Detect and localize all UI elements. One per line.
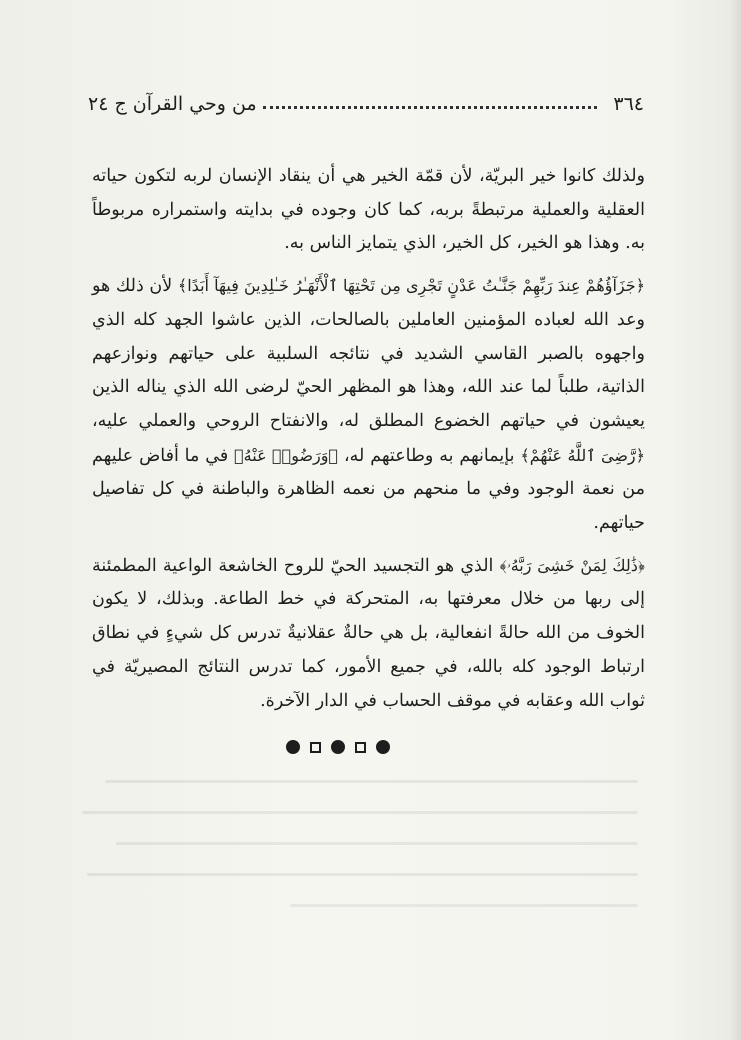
paragraph-text: لأن ذلك هو وعد الله لعباده المؤمنين العاملين بالصالحات، الذين عاشوا الجهد كله الذي واجهوه بالصبر القاسي الشديد في نتائجه السلبية على حياتهم ونوازعهم الذاتية، طلباً لما عند الله، وهذا هو المظهر الحيّ لرضى الله الذي يناله الذين يعيشون في حياتهم الخضوع المطلق له، والانفتاح الروحي والعملي عليه، (92, 276, 645, 431)
quran-quote: ﴿جَزَآؤُهُمْ عِندَ رَبِّهِمْ جَنَّـٰتُ عَدْنٍ تَجْرِى مِن تَحْتِهَا ٱلْأَنْهَـٰرُ خَـٰلِدِينَ فِيهَآ أَبَدًا﴾ (177, 276, 645, 296)
ornament-square-icon (355, 742, 366, 753)
running-title: من وحي القرآن ج ٢٤ (88, 93, 257, 115)
page-edge-shadow (729, 0, 741, 1040)
paragraph-text: بإيمانهم به وطاعتهم له، (338, 445, 521, 466)
body-text (92, 160, 645, 718)
quran-quote: ﴿وَرَضُوا۟ عَنْهُ﴾ (234, 445, 339, 465)
paragraph-text: الذي هو التجسيد الحيّ للروح الخاشعة الواعية المطمئنة إلى ربها من خلال معرفتها به، المتحركة في خط الطاعة. وبذلك، لا يكون الخوف من الله حالةً انفعالية، بل هي حالةٌ عقلانيةٌ تدرس كل شيءٍ في نطاق ارتباط الوجود كله بالله، في جميع الأمور، كما تدرس النتائج المصيريّة في ثواب الله وعقابه في موقف الحساب في الدار الآخرة. (92, 555, 645, 711)
paragraph-text: في ما أفاض عليهم من نعمة الوجود وفي ما منحهم من نعمه الظاهرة والباطنة في كل تفاصيل حياتهم. (92, 445, 645, 534)
page-header (88, 88, 644, 120)
section-ornament (286, 738, 390, 756)
paragraph-2 (92, 269, 645, 541)
paragraph-text: ولذلك كانوا خير البريّة، لأن قمّة الخير هي أن ينقاد الإنسان لربه لتكون حياته العقلية والعملية مرتبطةً بربه، كما كان وجوده في بدايته واستمراره مربوطاً به. وهذا هو الخير، كل الخير، الذي يتمايز الناس به. (92, 166, 645, 254)
ornament-dot-icon (286, 740, 300, 754)
paragraph-1 (92, 160, 645, 261)
ornament-square-icon (310, 742, 321, 753)
quran-quote: ﴿رَّضِىَ ٱللَّهُ عَنْهُمْ﴾ (520, 445, 646, 465)
show-through-texture (70, 780, 650, 980)
ornament-dot-icon (331, 740, 345, 754)
quran-quote: ﴿ذَٰلِكَ لِمَنْ خَشِىَ رَبَّهُۥ﴾ (499, 555, 646, 575)
paragraph-3 (92, 549, 645, 719)
header-dot-leader (263, 106, 598, 109)
page-number: ٣٦٤ (613, 93, 644, 115)
ornament-dot-icon (376, 740, 390, 754)
